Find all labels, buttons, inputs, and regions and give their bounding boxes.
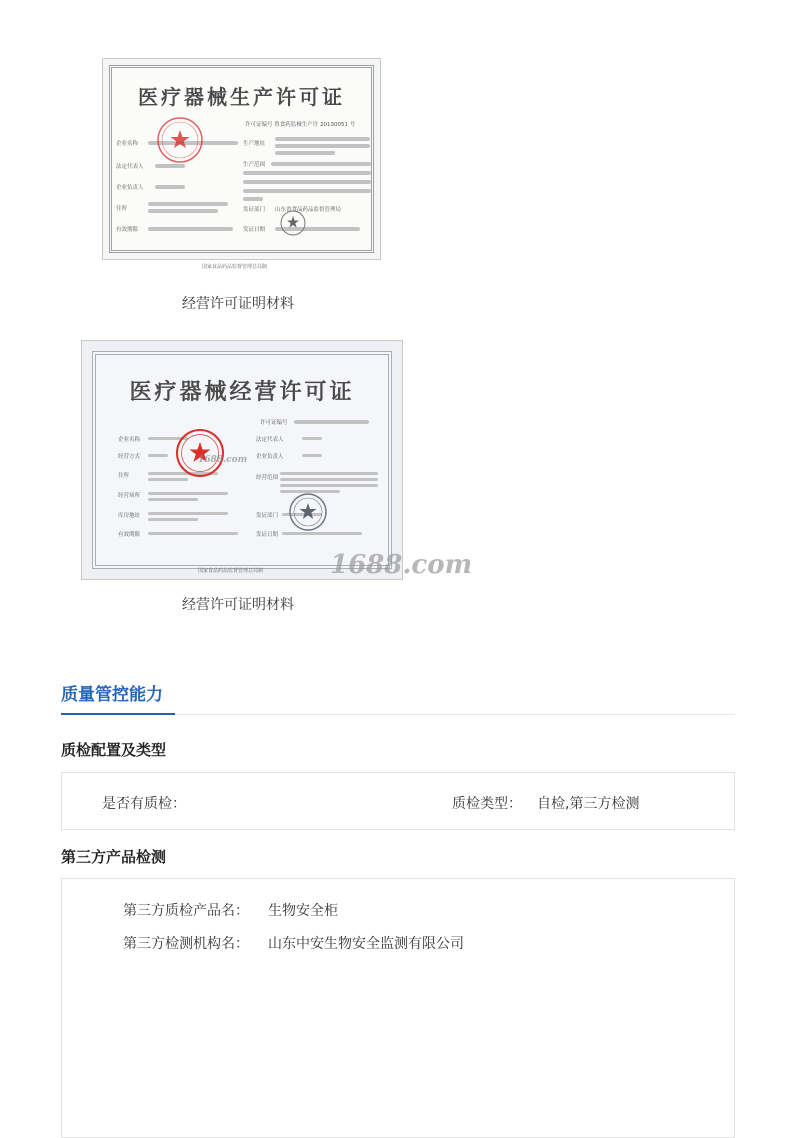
inspection-box (61, 772, 735, 830)
cert-text-line (148, 518, 198, 521)
cert-text-line (294, 420, 369, 424)
qc-type-label: 质检类型： (452, 796, 522, 812)
cert-text-line (280, 478, 378, 481)
cert-text-line (275, 151, 335, 155)
cert-label: 生产地址 (243, 141, 266, 147)
cert-text-line (148, 512, 228, 515)
cert-label: 发证部门 (243, 207, 266, 213)
image-caption: 经营许可证明材料 (182, 597, 294, 613)
cert-text-line (243, 180, 371, 184)
cert-text-line (148, 454, 168, 457)
cert-text-line (148, 227, 233, 231)
agency-value: 山东中安生物安全监测有限公司 (268, 936, 464, 952)
cert-label: 发证日期 (243, 227, 266, 233)
cert-label: 生产范围 (243, 162, 266, 168)
cert-label: 库房地址 (118, 513, 141, 519)
third-party-box (61, 878, 735, 1138)
red-seal-icon (174, 427, 226, 479)
product-value: 生物安全柜 (268, 903, 338, 919)
watermark-large: 1688.com (330, 550, 473, 580)
third-party-subtitle: 第三方产品检测 (61, 848, 167, 866)
section-title-underline (61, 713, 175, 715)
cert-text-line (148, 202, 228, 206)
cert-text-line (148, 532, 238, 535)
license-number: 许可证编号 鲁食药监械生产许 20130051 号 (245, 122, 356, 128)
product-label: 第三方质检产品名： (123, 903, 249, 919)
cert-text-line (275, 137, 370, 141)
certificate-footer: 国家食品药品监督管理总局制 (198, 568, 264, 574)
inspection-subtitle: 质检配置及类型 (61, 741, 167, 759)
cert-text-line (155, 185, 185, 189)
section-title: 质量管控能力 (61, 685, 163, 705)
watermark-small: 1688.com (198, 455, 248, 465)
cert-label: 企业负责人 (116, 185, 144, 191)
agency-label: 第三方检测机构名： (123, 936, 249, 952)
cert-text-line (243, 189, 371, 193)
cert-label: 经营方式 (118, 454, 141, 460)
cert-text-line (243, 171, 371, 175)
grey-seal-icon (279, 209, 307, 237)
cert-text-line (148, 498, 198, 501)
cert-text-line (275, 144, 370, 148)
cert-text-line (148, 492, 228, 495)
red-seal-icon (155, 115, 205, 165)
image-caption: 经营许可证明材料 (182, 296, 294, 312)
cert-label: 企业名称 (118, 437, 141, 443)
cert-label: 发证部门 (256, 513, 279, 519)
cert-text-line (148, 209, 218, 213)
certificate-title: 医疗器械经营许可证 (129, 379, 355, 405)
cert-label: 有效期限 (116, 227, 139, 233)
cert-label: 法定代表人 (256, 437, 284, 443)
certificate-footer-text: 国家食品药品监督管理总局制 (202, 264, 268, 270)
grey-seal-icon (287, 491, 329, 533)
qc-type-value: 自检,第三方检测 (537, 796, 640, 812)
cert-label: 经营场所 (118, 493, 141, 499)
issuing-department: 山东省食品药品监督管理局 (275, 207, 342, 213)
has-qc-label: 是否有质检： (102, 796, 186, 812)
cert-text-line (280, 472, 378, 475)
cert-label: 有效期限 (118, 532, 141, 538)
cert-label: 经营范围 (256, 475, 279, 481)
cert-text-line (243, 197, 263, 201)
cert-label: 企业负责人 (256, 454, 284, 460)
cert-label: 住所 (118, 473, 130, 479)
production-license-image (102, 58, 381, 260)
cert-text-line (280, 484, 378, 487)
operating-license-image (81, 340, 403, 580)
cert-label: 企业名称 (116, 141, 139, 147)
cert-label: 住所 (116, 206, 128, 212)
cert-text-line (302, 454, 322, 457)
cert-label: 法定代表人 (116, 164, 144, 170)
certificate-title: 医疗器械生产许可证 (138, 85, 345, 109)
license-number: 许可证编号 (260, 420, 288, 426)
cert-text-line (302, 437, 322, 440)
cert-text-line (271, 162, 371, 166)
cert-label: 发证日期 (256, 532, 279, 538)
